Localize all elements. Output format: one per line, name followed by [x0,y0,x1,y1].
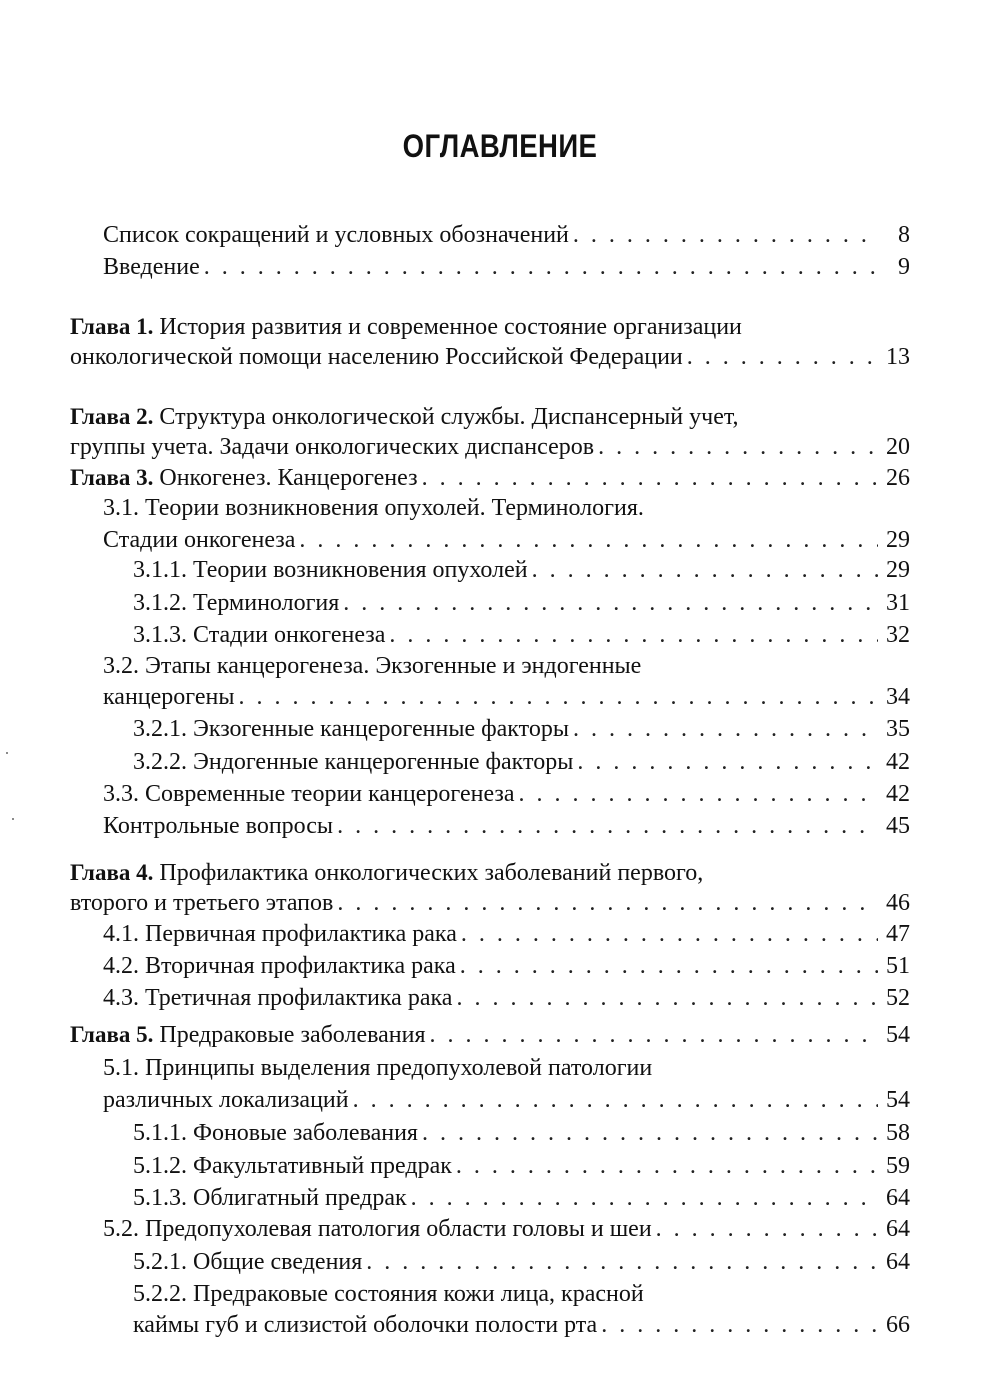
page-number: 54 [886,1087,910,1113]
toc-entry-text [133,555,528,585]
toc-entry [103,493,910,523]
toc-entry [133,1247,910,1277]
toc-entry-text [70,858,703,888]
toc-entry-text [133,714,569,744]
toc-entry [103,951,910,981]
toc-entry-text [133,1183,407,1213]
toc-entry-title: онкологической помощи населению Российской Федерации [70,344,683,370]
toc-entry-title: Контрольные вопросы [103,813,334,839]
chapter-label: Глава 1. [70,314,154,339]
toc-entry-title: различных локализаций [103,1087,349,1113]
page-number: 45 [886,813,910,839]
page-number: 64 [886,1216,910,1242]
toc-entry-title: История развития и современное состояние организации [153,314,742,340]
toc-entry [103,220,910,250]
toc-entry-text [103,220,569,250]
dot-leader [532,555,878,585]
toc-entry-text [103,919,457,949]
dot-leader [573,220,878,250]
dot-leader [204,252,878,282]
dot-leader [687,342,878,372]
dot-leader [343,588,878,618]
toc-entry-title: 5.1.3. Облигатный предрак [133,1185,407,1211]
toc-entry-title: Структура онкологической службы. Диспансерный учет, [153,404,739,430]
toc-entry-text [103,951,456,981]
page-number: 20 [886,434,910,460]
toc-entry-text [70,402,739,432]
toc-entry-title: 5.1.2. Факультативный предрак [133,1153,452,1179]
toc-entry [103,682,910,712]
page-number: 51 [886,953,910,979]
chapter-label: Глава 2. [70,404,154,429]
toc-entry-title: Онкогенез. Канцерогенез [153,465,418,491]
toc-entry-title: каймы губ и слизистой оболочки полости рта [133,1312,598,1338]
toc-entry [133,1183,910,1213]
page-number: 59 [886,1153,910,1179]
chapter-label: Глава 3. [70,465,154,490]
toc-entry [103,779,910,809]
page-number: 35 [886,716,910,742]
dot-leader [238,682,878,712]
toc-entry-title: 3.1.2. Терминология [133,590,340,616]
toc-entry [133,1151,910,1181]
page-number: 42 [886,749,910,775]
dot-leader [422,463,878,493]
toc-entry [70,858,910,888]
page-number: 47 [886,921,910,947]
scan-speck [12,818,14,820]
toc-entry-text [70,463,418,493]
toc-entry-title: 5.2.2. Предраковые состояния кожи лица, красной [133,1281,644,1307]
page-number: 64 [886,1185,910,1211]
page-number: 31 [886,590,910,616]
toc-entry [70,402,910,432]
dot-leader [456,983,878,1013]
toc-entry-title: 5.2.1. Общие сведения [133,1249,363,1275]
toc-entry-text [103,682,234,712]
toc-entry [133,1118,910,1148]
page-number: 32 [886,622,910,648]
toc-entry-text [133,1118,418,1148]
toc-entry [133,1279,910,1309]
toc-entry [103,1053,910,1083]
dot-leader [411,1183,878,1213]
toc-entry [103,811,910,841]
page-number: 58 [886,1120,910,1146]
toc-entry [133,714,910,744]
toc-entry-title: 5.1. Принципы выделения предопухолевой патологии [103,1055,653,1081]
toc-entry-text [70,432,594,462]
toc-entry-title: 5.2. Предопухолевая патология области головы и шеи [103,1216,652,1242]
toc-entry-title: 3.1. Теории возникновения опухолей. Терминология. [103,495,644,521]
dot-leader [456,1151,878,1181]
toc-entry-title: 3.2.2. Эндогенные канцерогенные факторы [133,749,574,775]
toc-entry-title: 5.1.1. Фоновые заболевания [133,1120,418,1146]
toc-entry-title: канцерогены [103,684,235,710]
toc-entry-text [133,747,573,777]
toc-entry [70,888,910,918]
page-number: 46 [886,890,910,916]
dot-leader [460,951,878,981]
dot-leader [422,1118,878,1148]
toc-entry-title: Список сокращений и условных обозначений [103,222,569,248]
toc-entry-title: 4.1. Первичная профилактика рака [103,921,457,947]
toc-entry-title: Профилактика онкологических заболеваний первого, [153,860,704,886]
toc-entry-text [103,252,200,282]
toc-entry-text [70,888,333,918]
toc-entry-title: Стадии онкогенеза [103,527,296,553]
toc-entry-title: 3.1.1. Теории возникновения опухолей [133,557,528,583]
toc-entry-text [103,779,515,809]
toc-entry-text [133,588,339,618]
toc-entry [70,312,910,342]
toc-entry-text [133,1279,644,1309]
toc-entry-title: 3.2.1. Экзогенные канцерогенные факторы [133,716,569,742]
toc-entry [133,555,910,585]
toc-entry [103,252,910,282]
toc-entry [103,1085,910,1115]
chapter-label: Глава 4. [70,860,154,885]
toc-entry-text [133,1310,597,1340]
toc-entry [133,1310,910,1340]
toc-entry [70,432,910,462]
page-number: 13 [886,344,910,370]
page-number: 42 [886,781,910,807]
toc-entry-text [103,651,641,681]
page-number: 54 [886,1022,910,1048]
toc-entry-text [70,312,742,342]
toc-entry [133,747,910,777]
dot-leader [389,620,878,650]
page-number: 52 [886,985,910,1011]
page-number: 29 [886,527,910,553]
page-number: 64 [886,1249,910,1275]
page-number: 29 [886,557,910,583]
dot-leader [461,919,878,949]
toc-entry-title: 4.2. Вторичная профилактика рака [103,953,456,979]
toc-entry [103,983,910,1013]
toc-entry-title: группы учета. Задачи онкологических диспансеров [70,434,595,460]
dot-leader [337,811,878,841]
toc-entry [70,342,910,372]
dot-leader [366,1247,878,1277]
toc-entry-text [103,1085,349,1115]
toc-entry [103,1214,910,1244]
toc-entry-title: Предраковые заболевания [153,1022,426,1048]
toc-entry [133,588,910,618]
toc-entry-title: Введение [103,254,200,280]
dot-leader [601,1310,878,1340]
dot-leader [598,432,878,462]
page-number: 9 [898,254,910,280]
toc-entry-text [103,525,295,555]
toc-entry-text [103,1053,652,1083]
toc-entry-text [133,1151,452,1181]
toc-entry [70,1020,910,1050]
dot-leader [519,779,878,809]
page-number: 26 [886,465,910,491]
scan-speck [6,752,8,754]
dot-leader [353,1085,878,1115]
toc-entry-title: второго и третьего этапов [70,890,334,916]
toc-entry-text [70,1020,426,1050]
page-title: ОГЛАВЛЕНИЕ [402,128,598,164]
toc-entry [70,463,910,493]
toc-entry [103,525,910,555]
toc-entry-text [103,1214,652,1244]
toc-entry-title: 3.3. Современные теории канцерогенеза [103,781,515,807]
toc-entry-text [103,983,452,1013]
toc-entry-text [70,342,683,372]
dot-leader [577,747,878,777]
dot-leader [299,525,878,555]
toc-entry-title: 4.3. Третичная профилактика рака [103,985,453,1011]
chapter-label: Глава 5. [70,1022,154,1047]
page-number: 66 [886,1312,910,1338]
toc-entry-text [133,620,385,650]
dot-leader [337,888,878,918]
toc-entry-title: 3.2. Этапы канцерогенеза. Экзогенные и эндогенные [103,653,642,679]
toc-entry-title: 3.1.3. Стадии онкогенеза [133,622,386,648]
dot-leader [430,1020,878,1050]
toc-entry [103,651,910,681]
page-number: 34 [886,684,910,710]
toc-entry [133,620,910,650]
toc-entry-text [103,493,644,523]
page-number: 8 [898,222,910,248]
dot-leader [656,1214,878,1244]
toc-entry-text [133,1247,362,1277]
dot-leader [573,714,878,744]
toc-entry-text [103,811,333,841]
toc-entry [103,919,910,949]
